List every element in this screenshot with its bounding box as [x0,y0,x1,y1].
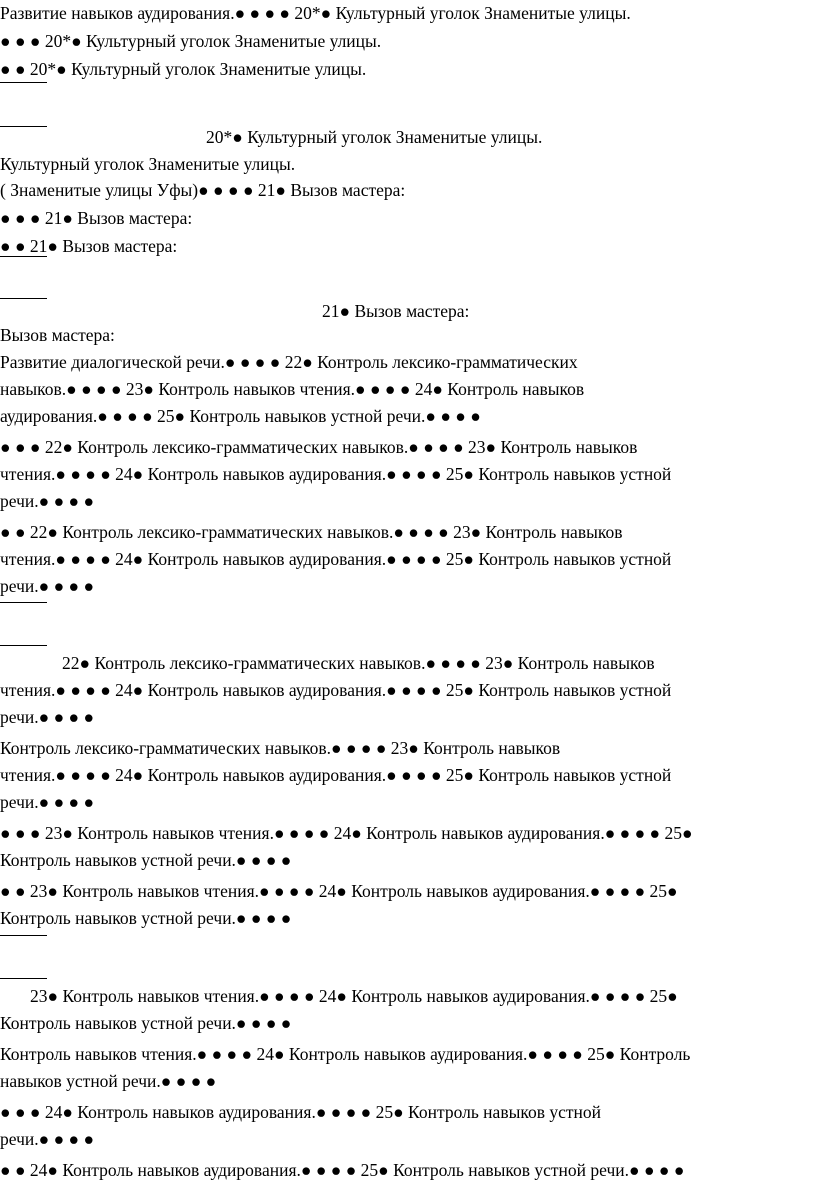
text-line: речи.● ● ● ● [0,707,95,727]
text-line: навыков.● ● ● ● 23● Контроль навыков чтения.● ● ● ● 24● Контроль навыков [0,379,585,399]
text-line: 23● Контроль навыков чтения.● ● ● ● 24● Контроль навыков аудирования.● ● ● ● 25● [30,986,678,1006]
text-line: Развитие диалогической речи.● ● ● ● 22● Контроль лексико-грамматических [0,352,578,372]
text-line: навыков устной речи.● ● ● ● [0,1071,217,1091]
text-line: Контроль навыков устной речи.● ● ● ● [0,1013,292,1033]
text-line: ( Знаменитые улицы Уфы)● ● ● ● 21● Вызов мастера: [0,180,406,200]
text-line: ● ● ● 23● Контроль навыков чтения.● ● ● ● 24● Контроль навыков аудирования.● ● ● ● 25● [0,823,693,843]
footnote-rule [0,978,47,979]
footnote-rule [0,126,47,127]
text-line: Контроль навыков чтения.● ● ● ● 24● Контроль навыков аудирования.● ● ● ● 25● Контроль [0,1044,691,1064]
text-line: речи.● ● ● ● [0,491,95,511]
text-line: ● ● 24● Контроль навыков аудирования.● ● ● ● 25● Контроль навыков устной речи.● ● ● ● [0,1160,685,1180]
text-line: Вызов мастера: [0,325,115,345]
text-line: ● ● ● 22● Контроль лексико-грамматических навыков.● ● ● ● 23● Контроль навыков [0,437,638,457]
text-line: речи.● ● ● ● [0,792,95,812]
text-line: речи.● ● ● ● [0,576,95,596]
text-line: чтения.● ● ● ● 24● Контроль навыков аудирования.● ● ● ● 25● Контроль навыков устной [0,680,672,700]
text-line: ● ● 20*● Культурный уголок Знаменитые улицы. [0,59,367,79]
text-line: ● ● 21● Вызов мастера: [0,236,178,256]
text-line: чтения.● ● ● ● 24● Контроль навыков аудирования.● ● ● ● 25● Контроль навыков устной [0,549,672,569]
text-line: Контроль навыков устной речи.● ● ● ● [0,850,292,870]
text-line: Культурный уголок Знаменитые улицы. [0,154,296,174]
footnote-rule [0,935,47,936]
text-line: 21● Вызов мастера: [322,301,470,321]
text-line: 20*● Культурный уголок Знаменитые улицы. [206,127,543,147]
text-line: чтения.● ● ● ● 24● Контроль навыков аудирования.● ● ● ● 25● Контроль навыков устной [0,765,672,785]
text-line: ● ● ● 24● Контроль навыков аудирования.● ● ● ● 25● Контроль навыков устной [0,1102,601,1122]
footnote-rule [0,256,47,257]
text-line: речи.● ● ● ● [0,1129,95,1149]
footnote-rule [0,645,47,646]
text-line: ● ● ● 21● Вызов мастера: [0,208,193,228]
text-line: чтения.● ● ● ● 24● Контроль навыков аудирования.● ● ● ● 25● Контроль навыков устной [0,464,672,484]
text-line: аудирования.● ● ● ● 25● Контроль навыков устной речи.● ● ● ● [0,406,481,426]
text-line: ● ● 22● Контроль лексико-грамматических навыков.● ● ● ● 23● Контроль навыков [0,522,623,542]
text-line: Развитие навыков аудирования.● ● ● ● 20*● Культурный уголок Знаменитые улицы. [0,3,631,23]
text-line: 22● Контроль лексико-грамматических навыков.● ● ● ● 23● Контроль навыков [62,653,655,673]
footnote-rule [0,82,47,83]
text-line: ● ● ● 20*● Культурный уголок Знаменитые улицы. [0,31,382,51]
text-line: Контроль навыков устной речи.● ● ● ● [0,908,292,928]
text-line: Контроль лексико-грамматических навыков.● ● ● ● 23● Контроль навыков [0,738,561,758]
text-line: ● ● 23● Контроль навыков чтения.● ● ● ● 24● Контроль навыков аудирования.● ● ● ● 25● [0,881,678,901]
footnote-rule [0,602,47,603]
footnote-rule [0,298,47,299]
